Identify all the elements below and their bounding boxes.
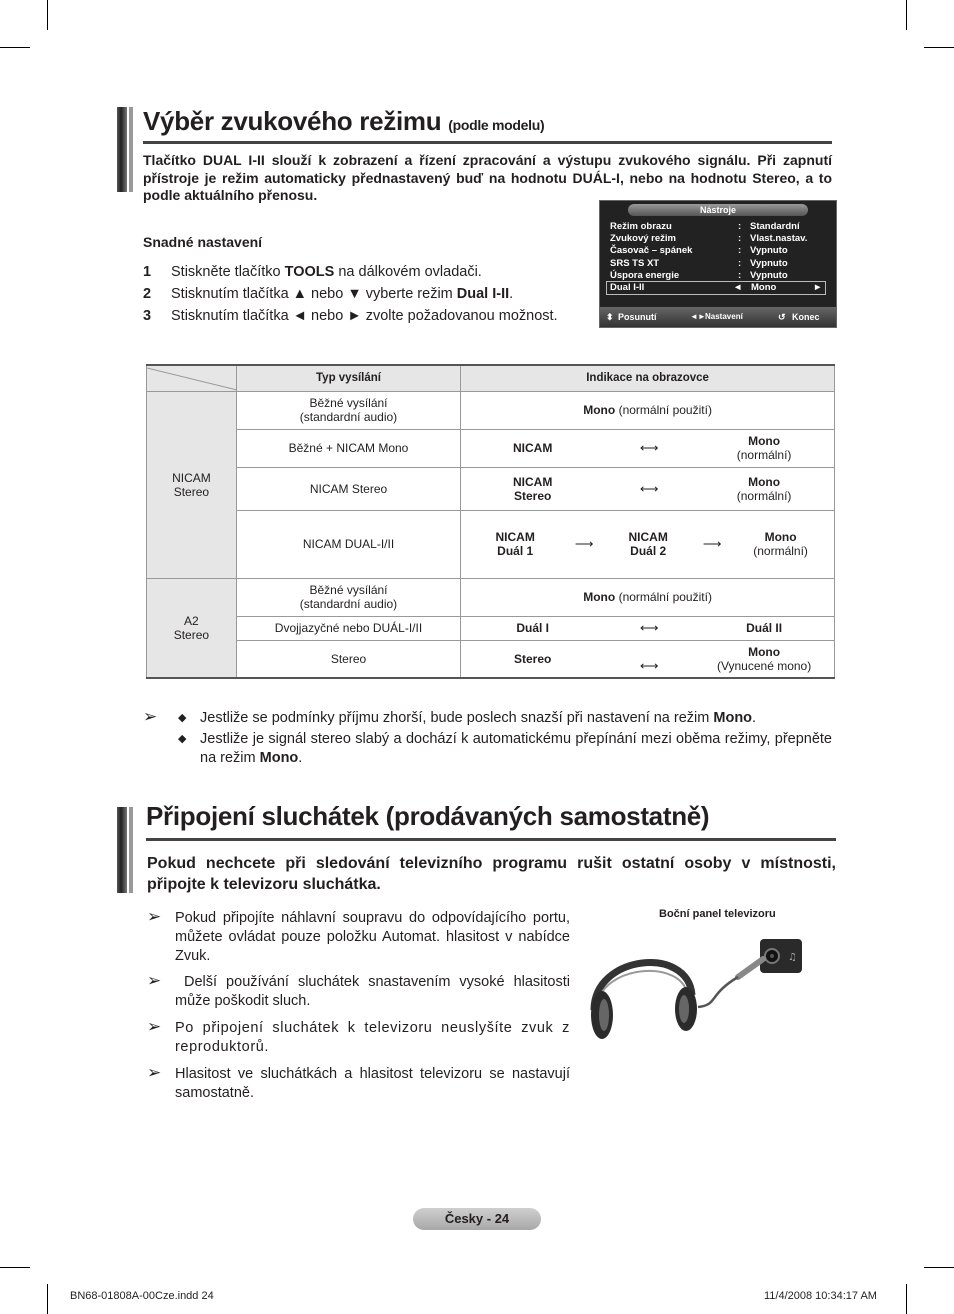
- right-arrow-icon: ►: [813, 282, 823, 293]
- two-way-arrow-icon: ⟷: [639, 480, 659, 496]
- section-bar: [117, 107, 127, 192]
- indication-cell: NICAM Duál 1 ⟶ NICAM Duál 2 ⟶ Mono (normální): [461, 510, 835, 578]
- note-item: Pokud připojíte náhlavní soupravu do odpovídajícího portu, můžete ovládat pouze položku Automat. hlasitost v nabídce Zvuk.: [175, 910, 570, 964]
- two-way-arrow-icon: ⟷: [639, 657, 659, 673]
- note-item: Delší používání sluchátek snastavením vysoké hlasitosti může poškodit sluch.: [175, 974, 575, 1009]
- menu-row-selected: Dual I-II ◄ Mono ►: [606, 281, 826, 295]
- headphones-illustration: [588, 935, 808, 1045]
- note-item: Po připojení sluchátek k televizoru neuslyšíte zvuk z reproduktorů.: [175, 1020, 570, 1055]
- crop-mark: [0, 47, 30, 48]
- leftright-icon: ◄►: [690, 312, 706, 321]
- two-way-arrow-icon: ⟷: [639, 440, 659, 455]
- broadcast-table: [146, 364, 835, 679]
- menu-row: Zvukový režim : Vlast.nastav.: [610, 233, 808, 244]
- step: 1 Stiskněte tlačítko TOOLS na dálkovém ovladači.: [143, 264, 482, 280]
- crop-mark: [924, 47, 954, 48]
- crop-mark: [47, 0, 48, 30]
- type-cell: NICAM DUAL-I/II: [236, 510, 460, 578]
- note-arrow-icon: ➢: [143, 707, 158, 726]
- crop-mark: [0, 1267, 30, 1268]
- note-item: Hlasitost ve sluchátkách a hlasitost televizoru se nastavují samostatně.: [175, 1066, 570, 1101]
- panel-label: Boční panel televizoru: [659, 908, 776, 920]
- note-item: Jestliže je signál stereo slabý a dochází k automatickému přepínání mezi oběma režimy, přepněte na režim Mono.: [200, 731, 832, 766]
- section-title: Připojení sluchátek (prodávaných samostatně): [146, 801, 710, 831]
- title-rule: [146, 838, 836, 841]
- left-arrow-icon: ◄: [733, 282, 743, 293]
- crop-mark: [906, 1284, 907, 1314]
- return-icon: ↺: [778, 312, 786, 322]
- note-arrow-icon: ➢: [147, 1017, 162, 1036]
- indication-cell: Duál I ⟷ Duál II: [461, 616, 835, 640]
- section-bar: [129, 807, 133, 893]
- section-bar: [129, 107, 133, 192]
- note-item: Jestliže se podmínky příjmu zhorší, bude poslech snazší při nastavení na režim Mono.: [200, 710, 757, 726]
- header-indication: Indikace na obrazovce: [461, 365, 835, 391]
- title-rule: [143, 141, 832, 144]
- crop-mark: [924, 1267, 954, 1268]
- menu-row: SRS TS XT : Vypnuto: [610, 258, 788, 269]
- intro-text: Pokud nechcete při sledování televizního programu rušit ostatní osoby v místnosti, připojte k televizoru sluchátka.: [147, 855, 836, 893]
- group-nicam: NICAM Stereo: [147, 391, 237, 578]
- crop-mark: [47, 1284, 48, 1314]
- two-way-arrow-icon: ⟷: [639, 620, 659, 635]
- type-cell: Stereo: [236, 640, 460, 678]
- header-type: Typ vysílání: [236, 365, 460, 391]
- step: 2 Stisknutím tlačítka ▲ nebo ▼ vyberte režim Dual I-II.: [143, 286, 514, 302]
- svg-text:♫: ♫: [788, 952, 797, 963]
- type-cell: Dvojjazyčné nebo DUÁL-I/II: [236, 616, 460, 640]
- right-arrow-icon: ⟶: [574, 536, 594, 551]
- menu-footer: ⬍ Posunutí ◄► Nastavení ↺ Konec: [600, 307, 836, 327]
- indication-cell: NICAM ⟷ Mono (normální): [461, 429, 835, 467]
- crop-mark: [906, 0, 907, 30]
- menu-row: Časovač – spánek : Vypnuto: [610, 245, 788, 256]
- print-date: 11/4/2008 10:34:17 AM: [764, 1290, 877, 1302]
- note-arrow-icon: ➢: [147, 1063, 162, 1082]
- menu-row: Režim obrazu : Standardní: [610, 221, 800, 232]
- steps-list: [143, 261, 558, 327]
- file-info: BN68-01808A-00Cze.indd 24: [70, 1290, 214, 1302]
- bullet-icon: ◆: [178, 712, 187, 724]
- page-number: Česky - 24: [413, 1208, 541, 1230]
- menu-row: Úspora energie : Vypnuto: [610, 270, 788, 281]
- type-cell: Běžné vysílání (standardní audio): [236, 578, 460, 616]
- tools-menu-screenshot: [599, 200, 837, 328]
- section-bar: [117, 807, 127, 893]
- section-title: Výběr zvukového režimu (podle modelu): [143, 106, 545, 136]
- indication-cell: NICAM Stereo ⟷ Mono (normální): [461, 467, 835, 510]
- indication-cell: Stereo ⟷ Mono (Vynucené mono): [461, 640, 835, 678]
- intro-text: Tlačítko DUAL I-II slouží k zobrazení a řízení zpracování a výstupu zvukového signálu. Při zapnutí přístroje je režim automaticky přednastavený buď na hodnotu DUÁL-I, nebo na hodnotu Stereo, a to podle aktuálního přenosu.: [143, 152, 832, 203]
- header-corner: [147, 365, 237, 391]
- note-arrow-icon: ➢: [147, 907, 162, 926]
- menu-title: Nástroje: [628, 204, 808, 216]
- easy-setup-heading: Snadné nastavení: [143, 234, 263, 250]
- type-cell: Běžné + NICAM Mono: [236, 429, 460, 467]
- bullet-icon: ◆: [178, 733, 187, 745]
- indication-cell: Mono (normální použití): [461, 578, 835, 616]
- group-a2: A2 Stereo: [147, 578, 237, 678]
- right-arrow-icon: ⟶: [702, 536, 722, 551]
- type-cell: Běžné vysílání (standardní audio): [236, 391, 460, 429]
- updown-icon: ⬍: [606, 312, 614, 322]
- type-cell: NICAM Stereo: [236, 467, 460, 510]
- note-arrow-icon: ➢: [147, 971, 162, 990]
- indication-cell: Mono (normální použití): [461, 391, 835, 429]
- step: 3 Stisknutím tlačítka ◄ nebo ► zvolte požadovanou možnost.: [143, 308, 558, 324]
